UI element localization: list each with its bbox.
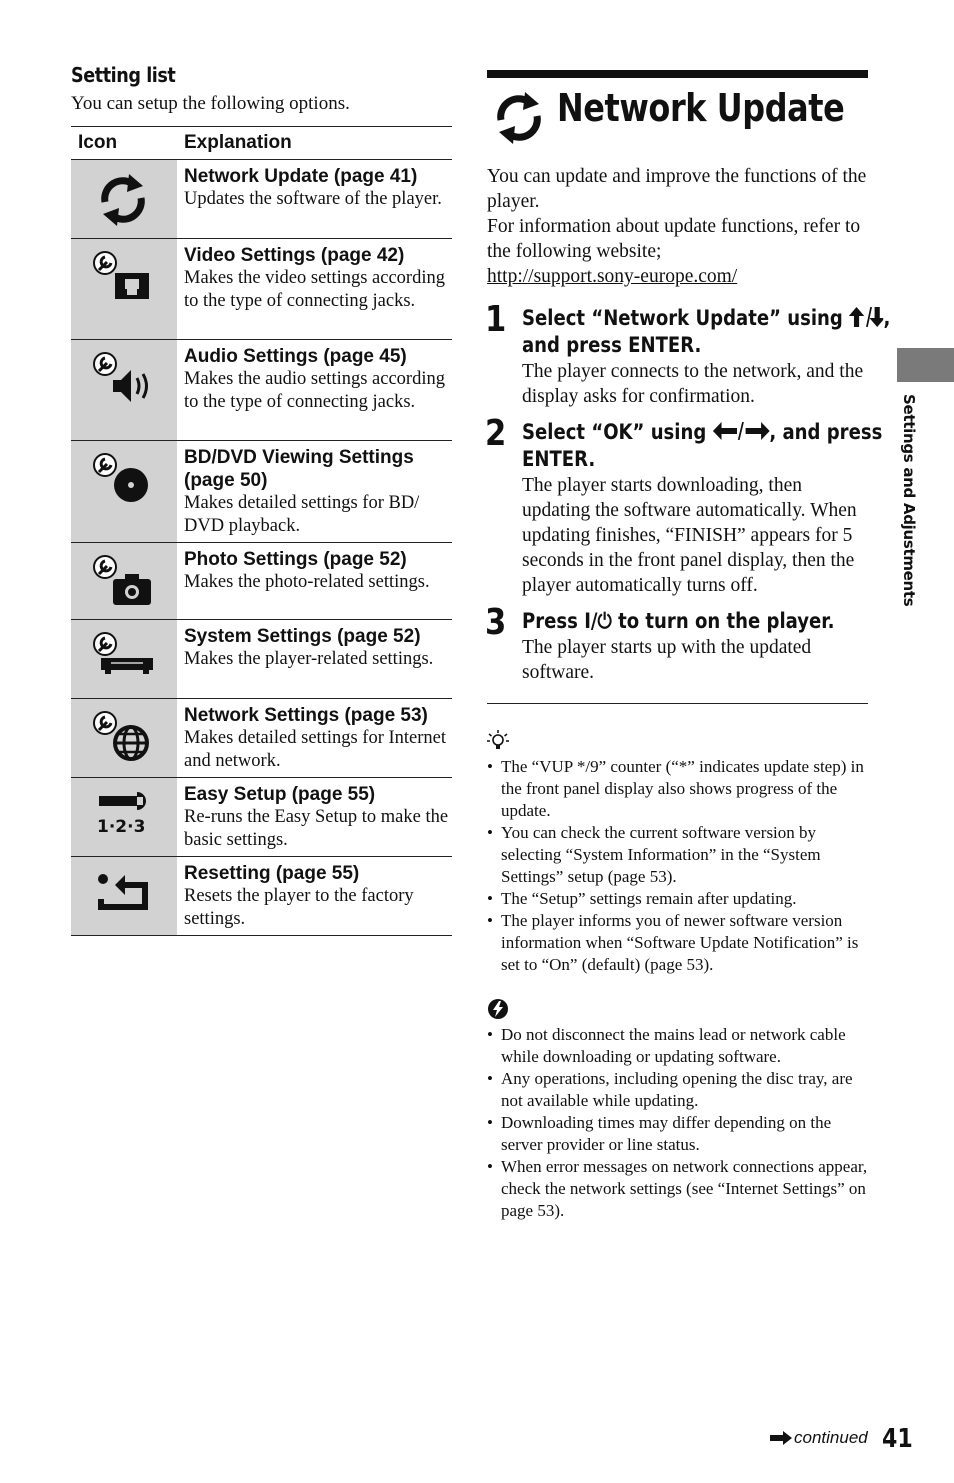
step-heading-text: , xyxy=(883,306,891,330)
step-number: 1 xyxy=(485,299,507,340)
row-desc: Resets the player to the factory settings. xyxy=(184,886,414,929)
icon-cell xyxy=(71,340,177,441)
lightbulb-icon xyxy=(487,730,509,752)
setting-list-title: Setting list xyxy=(71,63,176,87)
list-item: • Downloading times may differ depending on the server provider or line status. xyxy=(487,1112,868,1156)
disc-settings-icon xyxy=(93,453,155,509)
list-item: • You can check the current software version by selecting “System Information” in the “System Settings” setup (page 53). xyxy=(487,822,868,888)
list-item: • Any operations, including opening the disc tray, are not available while updating. xyxy=(487,1068,868,1112)
note-section-icon-wrap xyxy=(487,998,868,1020)
icon-cell xyxy=(71,160,177,239)
row-title: BD/DVD Viewing Settings (page 50) xyxy=(184,447,414,491)
arrow-right-icon xyxy=(770,1431,792,1445)
step-heading xyxy=(522,305,891,359)
row-desc: Makes the photo-related settings. xyxy=(184,572,430,592)
support-url-link[interactable]: http://support.sony-europe.com/ xyxy=(487,266,738,287)
row-desc: Makes detailed settings for BD/ DVD playback. xyxy=(184,493,420,536)
step-heading-text: , and press xyxy=(769,420,883,444)
easy-setup-icon xyxy=(93,790,155,846)
notes-list xyxy=(487,1024,868,1222)
network-update-section xyxy=(485,70,891,1222)
row-title: Network Update (page 41) xyxy=(184,166,418,187)
up-down-arrow-icon xyxy=(849,307,883,327)
icon-cell xyxy=(71,857,177,936)
system-settings-icon xyxy=(93,632,155,688)
list-item: • The “VUP */9” counter (“*” indicates update step) in the front panel display also shows progress of the update. xyxy=(487,756,868,822)
row-text xyxy=(177,620,452,699)
icon-cell xyxy=(71,239,177,340)
chapter-tab xyxy=(897,348,954,382)
step-body: The player connects to the network, and the display asks for confirmation. xyxy=(522,361,864,407)
row-title: Network Settings (page 53) xyxy=(184,705,428,726)
step-body: The player starts up with the updated software. xyxy=(522,637,812,683)
row-text xyxy=(177,699,452,778)
row-text xyxy=(177,340,452,441)
row-title: Easy Setup (page 55) xyxy=(184,784,376,805)
table-row xyxy=(71,699,452,778)
row-title: System Settings (page 52) xyxy=(184,626,421,647)
photo-settings-icon xyxy=(93,555,155,611)
step-number: 3 xyxy=(485,602,507,643)
caution-icon xyxy=(487,998,509,1020)
table-row xyxy=(71,239,452,340)
row-text xyxy=(177,160,452,239)
video-settings-icon xyxy=(93,251,155,307)
hint-section-icon-wrap xyxy=(487,730,868,752)
icon-cell xyxy=(71,699,177,778)
audio-settings-icon xyxy=(93,352,155,408)
row-text xyxy=(177,857,452,936)
list-item: • The “Setup” settings remain after updating. xyxy=(487,888,868,910)
step-1 xyxy=(485,299,891,409)
row-title: Photo Settings (page 52) xyxy=(184,549,407,570)
chapter-tab-text: Settings and Adjustments xyxy=(900,394,918,607)
section-header xyxy=(487,78,868,156)
list-item: • The player informs you of newer software version information when “Software Update Notification” is set to “On” (default) (page 53). xyxy=(487,910,868,976)
row-text xyxy=(177,778,452,857)
step-body: The player starts downloading, then updating the software automatically. When updating finishes, “FINISH” appears for 5 seconds in the front panel display, then the player automatically turns off. xyxy=(522,475,857,596)
network-update-icon xyxy=(489,90,549,146)
row-desc: Makes the player-related settings. xyxy=(184,649,434,669)
step-2 xyxy=(485,413,883,598)
setting-list-intro: You can setup the following options. xyxy=(71,93,350,114)
icon-cell xyxy=(71,543,177,620)
step-heading xyxy=(522,608,866,635)
chapter-tab-label xyxy=(898,394,924,607)
step-heading-text: Select “OK” using xyxy=(522,420,713,444)
page-number: 41 xyxy=(882,1424,913,1454)
row-desc: Makes detailed settings for Internet and network. xyxy=(184,728,446,771)
step-heading-text: to turn on the player. xyxy=(611,609,835,633)
step-3 xyxy=(485,602,868,685)
icon-cell xyxy=(71,778,177,857)
table-row xyxy=(71,857,452,936)
continued-text: continued xyxy=(794,1428,868,1447)
step-number: 2 xyxy=(485,413,507,454)
row-desc: Makes the audio settings according to the type of connecting jacks. xyxy=(184,369,445,412)
step-heading xyxy=(522,419,883,473)
easy-setup-icon-label: 1·2·3 xyxy=(97,817,146,837)
hints-list xyxy=(487,756,868,976)
row-title: Audio Settings (page 45) xyxy=(184,346,407,367)
table-row xyxy=(71,778,452,857)
row-text xyxy=(177,543,452,620)
row-text xyxy=(177,441,452,543)
row-title: Video Settings (page 42) xyxy=(184,245,405,266)
icon-column-header: Icon xyxy=(71,127,177,160)
table-row xyxy=(71,543,452,620)
explanation-column-header: Explanation xyxy=(177,127,452,160)
intro-text-1: You can update and improve the functions of the player. xyxy=(487,166,867,212)
table-row xyxy=(71,620,452,699)
row-text xyxy=(177,239,452,340)
step-heading-text: ENTER. xyxy=(522,447,596,471)
step-heading-text: and press ENTER. xyxy=(522,333,702,357)
continued-indicator xyxy=(770,1428,868,1448)
section-divider xyxy=(487,703,868,704)
left-right-arrow-icon xyxy=(713,422,770,440)
table-header-row xyxy=(71,127,452,160)
step-heading-text: Select “Network Update” using xyxy=(522,306,850,330)
intro-text-2: For information about update functions, refer to the following website; xyxy=(487,216,861,262)
power-icon: I/⏻ xyxy=(584,609,612,633)
resetting-icon xyxy=(93,869,155,925)
section-top-bar xyxy=(487,70,868,78)
row-desc: Re-runs the Easy Setup to make the basic settings. xyxy=(184,807,449,850)
list-item: • Do not disconnect the mains lead or network cable while downloading or updating software. xyxy=(487,1024,868,1068)
list-item: • When error messages on network connections appear, check the network settings (see “Internet Settings” on page 53). xyxy=(487,1156,868,1222)
row-title: Resetting (page 55) xyxy=(184,863,360,884)
table-row xyxy=(71,340,452,441)
icon-cell xyxy=(71,441,177,543)
settings-table xyxy=(71,126,452,936)
step-heading-text: Press xyxy=(522,609,585,633)
network-update-icon xyxy=(93,172,153,228)
table-row xyxy=(71,160,452,239)
row-desc: Makes the video settings according to the type of connecting jacks. xyxy=(184,268,445,311)
network-settings-icon xyxy=(93,711,155,767)
table-row xyxy=(71,441,452,543)
section-title: Network Update xyxy=(557,86,845,130)
setting-list-section xyxy=(71,62,452,936)
row-desc: Updates the software of the player. xyxy=(184,189,442,209)
icon-cell xyxy=(71,620,177,699)
